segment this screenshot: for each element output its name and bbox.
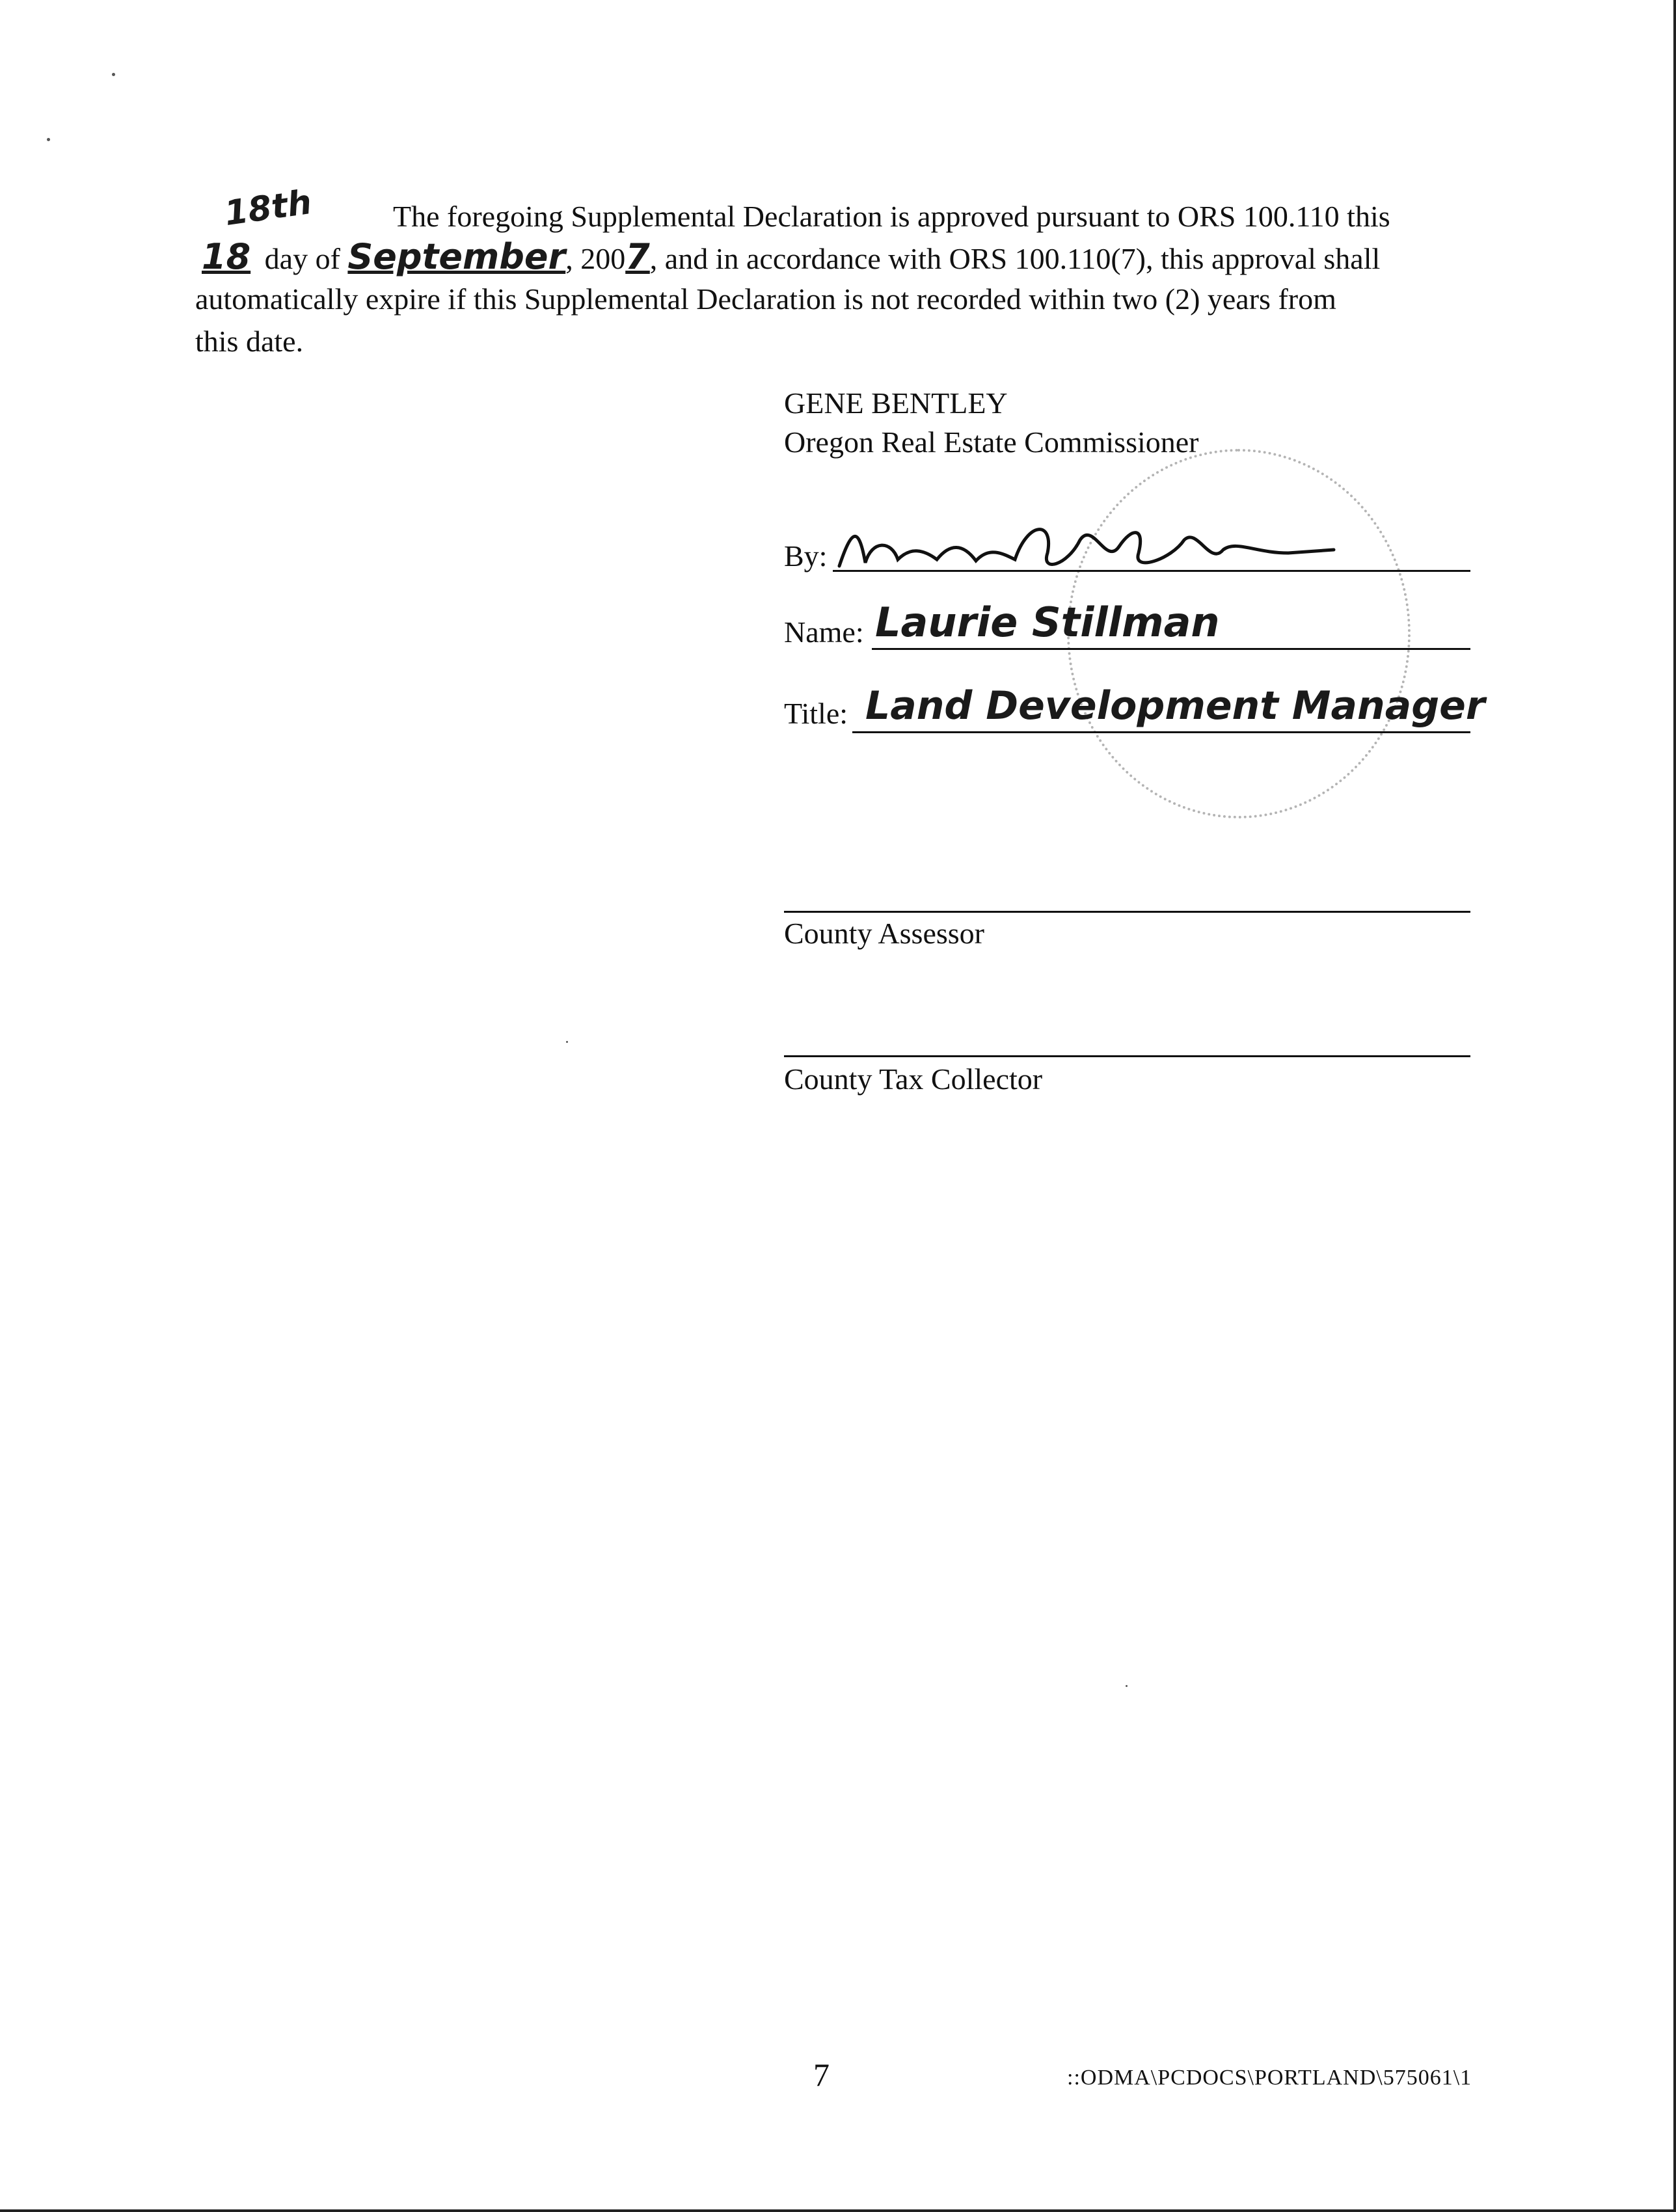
county-tax-collector-label: County Tax Collector — [784, 1062, 1043, 1096]
year-digit-handwritten: 7 — [625, 236, 650, 277]
county-tax-collector-line — [784, 1055, 1470, 1057]
paragraph-line-1: The foregoing Supplemental Declaration is approved pursuant to ORS 100.110 this — [393, 200, 1390, 233]
by-label: By: — [784, 539, 828, 573]
name-label: Name: — [784, 615, 864, 649]
paragraph-line-2 — [195, 234, 1380, 282]
signatory-name: GENE BENTLEY — [784, 386, 1008, 420]
title-signature-line — [852, 731, 1470, 733]
name-signature-line — [872, 648, 1470, 650]
date-annotation-handwritten: 18th — [222, 182, 314, 234]
title-value-handwritten: Land Development Manager — [865, 683, 1485, 729]
scan-speck — [112, 73, 115, 76]
document-reference: ::ODMA\PCDOCS\PORTLAND\575061\1 — [1067, 2066, 1472, 2090]
day-blank: 18 — [202, 236, 251, 277]
county-assessor-label: County Assessor — [784, 917, 984, 950]
handwritten-signature — [833, 514, 1340, 579]
month-handwritten: September — [347, 236, 566, 277]
scan-speck — [47, 138, 50, 141]
day-of-text: day of — [264, 242, 340, 275]
scan-speck — [566, 1041, 568, 1043]
by-signature-line — [833, 570, 1470, 572]
county-assessor-line — [784, 911, 1470, 913]
page-number: 7 — [813, 2057, 830, 2093]
scan-speck — [1126, 1685, 1128, 1687]
title-label: Title: — [784, 697, 848, 730]
paragraph-line-4: this date. — [195, 325, 304, 358]
signatory-title: Oregon Real Estate Commissioner — [784, 425, 1199, 459]
paragraph-line-3: automatically expire if this Supplemental Declaration is not recorded within two (2) years from — [195, 282, 1336, 316]
name-value-handwritten: Laurie Stillman — [875, 599, 1220, 646]
year-prefix: , 200 — [565, 242, 626, 275]
paragraph-line-2-rest: , and in accordance with ORS 100.110(7), this approval shall — [649, 242, 1381, 275]
